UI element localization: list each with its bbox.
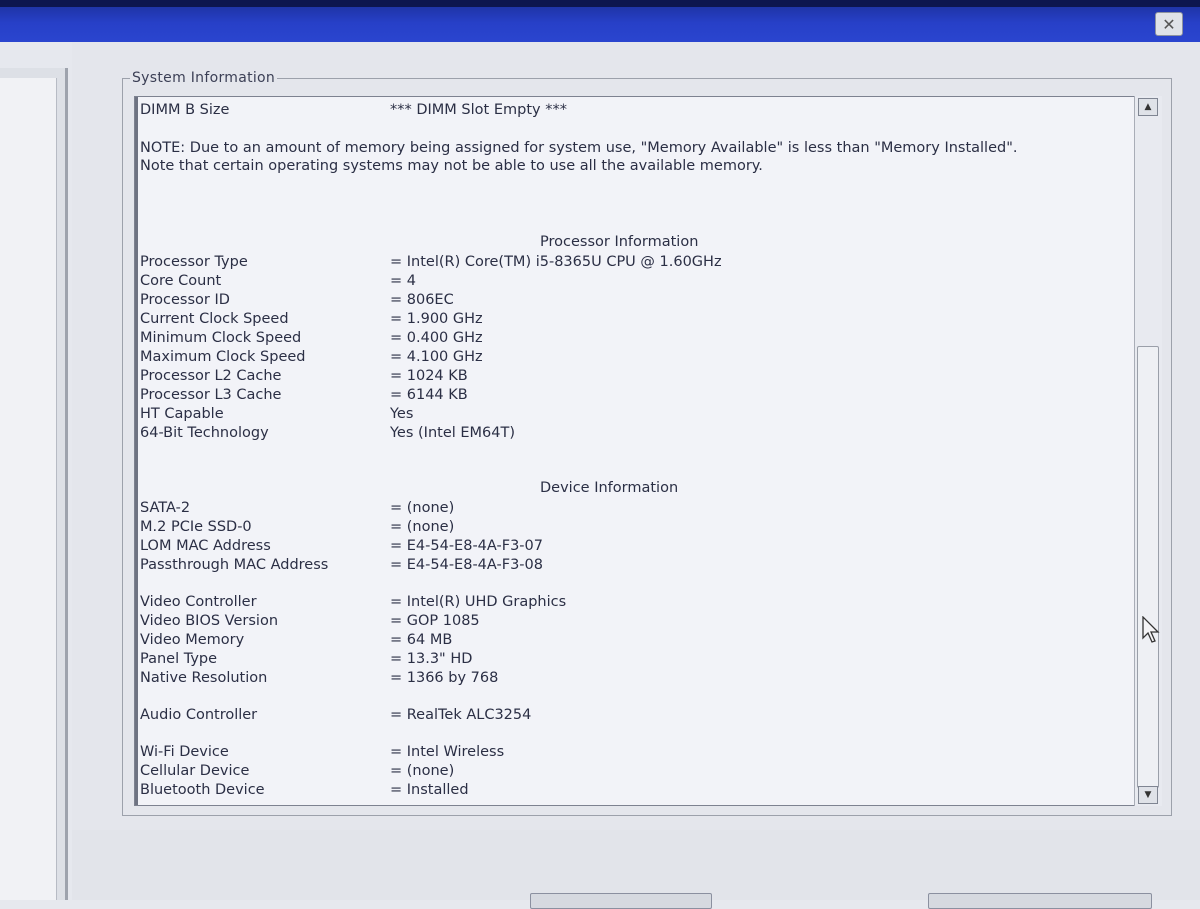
processor-id-value: = 806EC	[390, 292, 454, 308]
system-information-panel	[134, 96, 1162, 806]
scroll-down-button[interactable]: ▼	[1138, 786, 1158, 804]
title-bar-top-edge	[0, 0, 1200, 7]
passthrough-mac-address-value: = E4-54-E8-4A-F3-08	[390, 557, 543, 573]
mouse-pointer-icon	[1142, 616, 1162, 644]
maximum-clock-speed-value: = 4.100 GHz	[390, 349, 483, 365]
processor-type-label: Processor Type	[140, 254, 248, 270]
l3-cache-value: = 6144 KB	[390, 387, 468, 403]
maximum-clock-speed-label: Maximum Clock Speed	[140, 349, 306, 365]
audio-controller-label: Audio Controller	[140, 707, 258, 723]
bottom-button-left[interactable]	[530, 893, 712, 909]
panel-type-value: = 13.3" HD	[390, 651, 473, 667]
device-information-heading: Device Information	[540, 480, 679, 496]
64-bit-technology-label: 64-Bit Technology	[140, 425, 269, 441]
scroll-up-button[interactable]: ▲	[1138, 98, 1158, 116]
bottom-button-right[interactable]	[928, 893, 1152, 909]
video-memory-value: = 64 MB	[390, 632, 453, 648]
panel-border	[135, 97, 138, 806]
bluetooth-device-value: = Installed	[390, 782, 469, 798]
window-title-bar	[0, 0, 1200, 42]
wifi-device-value: = Intel Wireless	[390, 744, 505, 760]
sata-2-label: SATA-2	[140, 500, 191, 516]
processor-type-value: = Intel(R) Core(TM) i5-8365U CPU @ 1.60GHz	[390, 254, 722, 270]
close-button[interactable]: ✕	[1155, 12, 1183, 36]
dimm-b-size-value: *** DIMM Slot Empty ***	[390, 102, 567, 118]
l2-cache-value: = 1024 KB	[390, 368, 468, 384]
native-resolution-value: = 1366 by 768	[390, 670, 499, 686]
processor-information-heading: Processor Information	[540, 234, 699, 250]
current-clock-speed-label: Current Clock Speed	[140, 311, 289, 327]
audio-controller-value: = RealTek ALC3254	[390, 707, 532, 723]
button-bar	[72, 830, 1200, 900]
passthrough-mac-address-label: Passthrough MAC Address	[140, 557, 329, 573]
vertical-scrollbar[interactable]	[1134, 96, 1162, 806]
64-bit-technology-value: Yes (Intel EM64T)	[390, 425, 516, 441]
m2-pcie-ssd-label: M.2 PCIe SSD-0	[140, 519, 252, 535]
group-title: System Information	[132, 70, 276, 86]
m2-pcie-ssd-value: = (none)	[390, 519, 455, 535]
left-navigation-panel	[0, 68, 68, 900]
lom-mac-address-label: LOM MAC Address	[140, 538, 271, 554]
cellular-device-value: = (none)	[390, 763, 455, 779]
left-navigation-list[interactable]	[0, 78, 57, 900]
scroll-thumb[interactable]	[1137, 346, 1159, 788]
core-count-value: = 4	[390, 273, 416, 289]
native-resolution-label: Native Resolution	[140, 670, 268, 686]
video-controller-value: = Intel(R) UHD Graphics	[390, 594, 567, 610]
ht-capable-value: Yes	[390, 406, 414, 422]
current-clock-speed-value: = 1.900 GHz	[390, 311, 483, 327]
l2-cache-label: Processor L2 Cache	[140, 368, 282, 384]
minimum-clock-speed-label: Minimum Clock Speed	[140, 330, 302, 346]
video-controller-label: Video Controller	[140, 594, 257, 610]
video-bios-version-label: Video BIOS Version	[140, 613, 279, 629]
video-bios-version-value: = GOP 1085	[390, 613, 480, 629]
information-text	[140, 97, 1130, 805]
ht-capable-label: HT Capable	[140, 406, 224, 422]
cellular-device-label: Cellular Device	[140, 763, 250, 779]
video-memory-label: Video Memory	[140, 632, 245, 648]
bluetooth-device-label: Bluetooth Device	[140, 782, 265, 798]
processor-id-label: Processor ID	[140, 292, 230, 308]
panel-type-label: Panel Type	[140, 651, 218, 667]
minimum-clock-speed-value: = 0.400 GHz	[390, 330, 483, 346]
sata-2-value: = (none)	[390, 500, 455, 516]
wifi-device-label: Wi-Fi Device	[140, 744, 229, 760]
lom-mac-address-value: = E4-54-E8-4A-F3-07	[390, 538, 543, 554]
dimm-b-size-label: DIMM B Size	[140, 102, 230, 118]
l3-cache-label: Processor L3 Cache	[140, 387, 282, 403]
memory-note: NOTE: Due to an amount of memory being assigned for system use, "Memory Available" is less than "Memory Installed". Note that certain operating systems may not be able to use all the available memory.	[140, 140, 1018, 174]
core-count-label: Core Count	[140, 273, 222, 289]
